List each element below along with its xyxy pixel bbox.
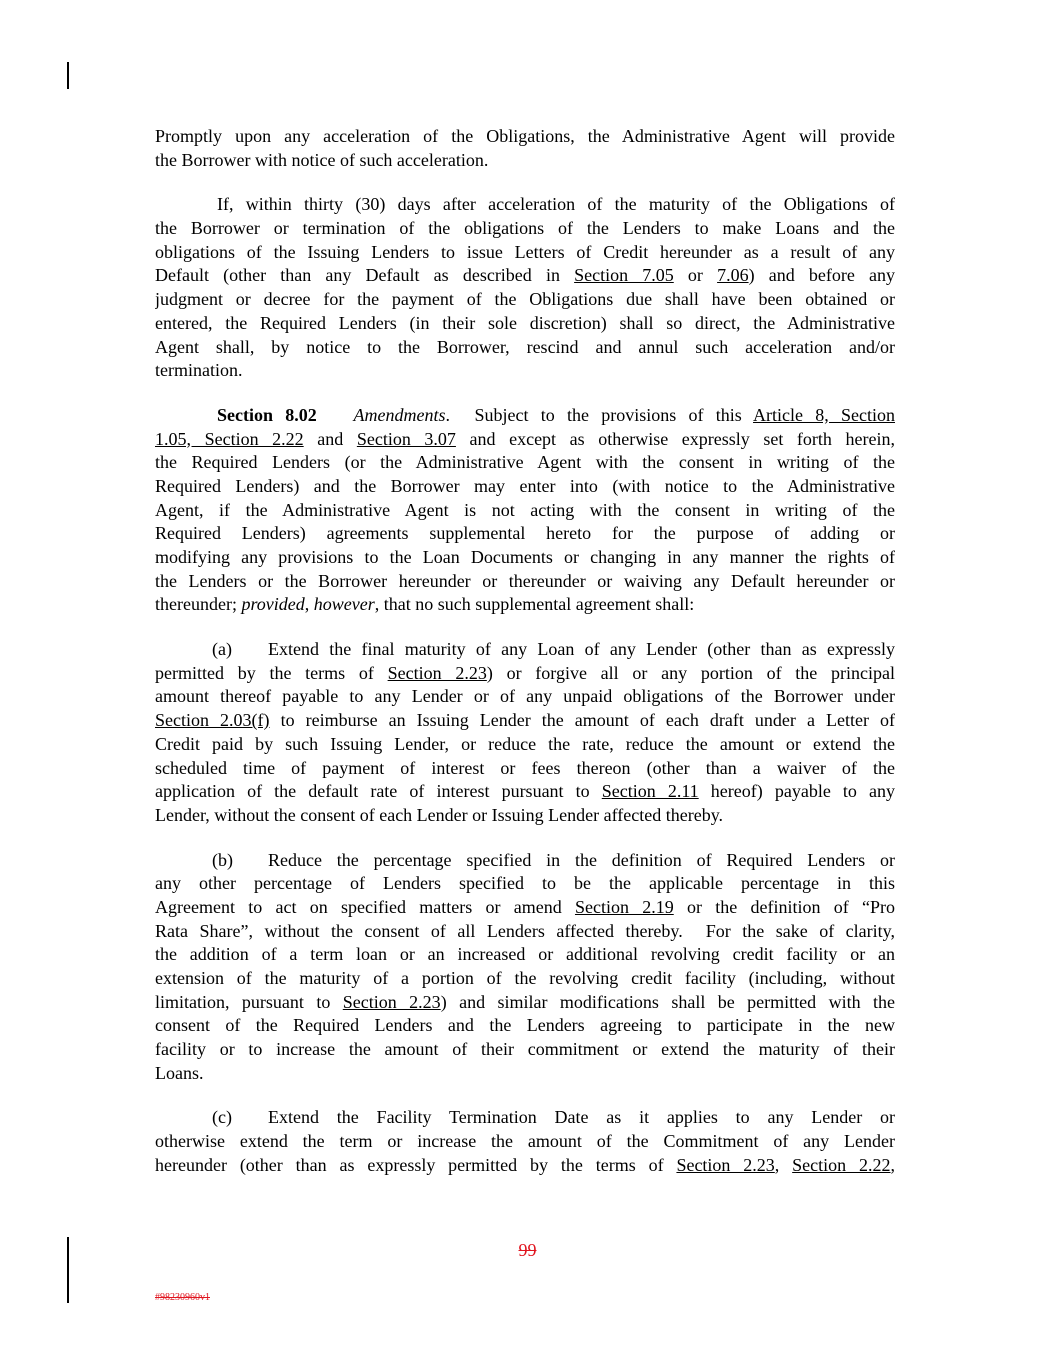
page-number: 99 bbox=[518, 1240, 537, 1260]
document-id: #98230960v1 bbox=[155, 1292, 210, 1303]
text-run: judgment or decree for the payment of the Obligations due shall have been obtained or bbox=[155, 289, 895, 310]
text-line bbox=[155, 451, 895, 475]
text-run: Lender, without the consent of each Lender or Issuing Lender affected thereby. bbox=[155, 804, 724, 825]
text-run: . Subject to the provisions of this bbox=[445, 404, 754, 425]
section-reference: Article 8, Section bbox=[753, 404, 895, 425]
clause-label: (c) bbox=[212, 1107, 232, 1128]
section-reference: Section 2.03(f) bbox=[155, 710, 270, 731]
text-run: entered, the Required Lenders (in their sole discretion) shall so direct, the Administrative bbox=[155, 312, 895, 333]
emphasis-text: however bbox=[313, 594, 375, 615]
section-reference: Section 2.11 bbox=[601, 781, 699, 802]
text-line bbox=[155, 570, 895, 594]
text-run: or the definition of “Pro bbox=[673, 896, 895, 917]
text-run: ) or forgive all or any portion of the principal bbox=[486, 662, 895, 683]
paragraph bbox=[155, 404, 895, 617]
text-run: Extend the final maturity of any Loan of any Lender (other than as expressly bbox=[268, 639, 895, 660]
emphasis-text: provided bbox=[241, 594, 305, 615]
text-run bbox=[317, 405, 354, 425]
text-run: ) and similar modifications shall be permitted with the bbox=[440, 991, 895, 1012]
text-run: hereunder (other than as expressly permitted by the terms of bbox=[155, 1154, 677, 1175]
clause-label: (b) bbox=[212, 849, 233, 870]
text-line bbox=[155, 359, 895, 383]
text-run: obligations of the Issuing Lenders to issue Letters of Credit hereunder as a result of any bbox=[155, 241, 895, 262]
paragraph bbox=[155, 1106, 895, 1177]
emphasis-text: Amendments bbox=[353, 404, 446, 425]
text-line bbox=[155, 780, 895, 804]
text-line bbox=[155, 1154, 895, 1178]
paragraph bbox=[155, 638, 895, 828]
text-line bbox=[155, 638, 895, 662]
text-line bbox=[155, 404, 895, 428]
text-run: , bbox=[304, 594, 314, 615]
text-line bbox=[155, 336, 895, 360]
text-run: termination. bbox=[155, 360, 243, 381]
text-line bbox=[155, 896, 895, 920]
text-run: , bbox=[890, 1154, 895, 1175]
section-reference: Section 7.05 bbox=[574, 265, 674, 286]
text-run: Agent, if the Administrative Agent is not acting with the consent in writing of the bbox=[155, 499, 895, 520]
text-line bbox=[155, 804, 895, 828]
section-reference: Section 2.22 bbox=[792, 1154, 891, 1175]
section-reference: Section 2.23 bbox=[387, 662, 487, 683]
text-run: hereof) payable to any bbox=[698, 781, 895, 802]
section-reference: 7.06 bbox=[717, 265, 749, 286]
text-line bbox=[155, 288, 895, 312]
text-line bbox=[155, 991, 895, 1015]
text-line bbox=[155, 1062, 895, 1086]
change-bar-top bbox=[67, 62, 69, 89]
text-run: scheduled time of payment of interest or fees thereon (other than a waiver of the bbox=[155, 757, 895, 778]
text-line bbox=[155, 943, 895, 967]
text-line bbox=[155, 709, 895, 733]
text-run: Promptly upon any acceleration of the Obligations, the Administrative Agent will provide bbox=[155, 126, 895, 146]
text-line bbox=[155, 757, 895, 781]
text-line bbox=[155, 662, 895, 686]
text-run: any other percentage of Lenders specified to be the applicable percentage in this bbox=[155, 873, 895, 894]
paragraph bbox=[155, 125, 895, 172]
text-run: Reduce the percentage specified in the definition of Required Lenders or bbox=[268, 849, 895, 870]
text-line bbox=[155, 849, 895, 873]
text-line bbox=[155, 241, 895, 265]
text-run: consent of the Required Lenders and the Lenders agreeing to participate in the new bbox=[155, 1015, 895, 1036]
text-line bbox=[155, 312, 895, 336]
text-run: and bbox=[303, 428, 357, 449]
text-run: facility or to increase the amount of their commitment or extend the maturity of their bbox=[155, 1039, 895, 1060]
text-run: Agent shall, by notice to the Borrower, rescind and annul such acceleration and/or bbox=[155, 336, 895, 357]
section-reference: Section 2.19 bbox=[574, 896, 674, 917]
text-run: Credit paid by such Issuing Lender, or reduce the rate, reduce the amount or extend the bbox=[155, 733, 895, 754]
section-reference: Section 3.07 bbox=[356, 428, 456, 449]
text-run: limitation, pursuant to bbox=[155, 991, 343, 1012]
text-run: permitted by the terms of bbox=[155, 662, 388, 683]
document-body bbox=[155, 125, 895, 1199]
text-run: Required Lenders) agreements supplemental hereto for the purpose of adding or bbox=[155, 523, 895, 544]
text-run: Rata Share”, without the consent of all Lenders affected thereby. For the sake of clarity, bbox=[155, 920, 895, 941]
text-line bbox=[155, 593, 895, 617]
text-line bbox=[155, 125, 895, 149]
text-run: thereunder; bbox=[155, 594, 242, 615]
text-run: the Borrower or termination of the obligations of the Lenders to make Loans and the bbox=[155, 218, 895, 239]
text-line bbox=[155, 499, 895, 523]
text-run: the addition of a term loan or an increased or additional revolving credit facility or an bbox=[155, 944, 895, 965]
text-line bbox=[155, 546, 895, 570]
text-line bbox=[155, 264, 895, 288]
text-run: ) and before any bbox=[748, 265, 895, 286]
text-line bbox=[155, 920, 895, 944]
text-line bbox=[155, 217, 895, 241]
text-line bbox=[155, 149, 895, 173]
text-line bbox=[155, 1106, 895, 1130]
text-run: the Lenders or the Borrower hereunder or thereunder or waiving any Default hereunder or bbox=[155, 570, 895, 591]
text-line bbox=[155, 733, 895, 757]
text-line bbox=[155, 1014, 895, 1038]
text-line bbox=[155, 193, 895, 217]
text-run: Agreement to act on specified matters or amend bbox=[155, 896, 575, 917]
text-line bbox=[155, 475, 895, 499]
text-run: the Borrower with notice of such acceleration. bbox=[155, 149, 489, 170]
section-reference: Section 2.23 bbox=[676, 1154, 775, 1175]
text-run: application of the default rate of interest pursuant to bbox=[155, 781, 602, 802]
text-run: Extend the Facility Termination Date as it applies to any Lender or bbox=[268, 1107, 895, 1128]
text-run: the Required Lenders (or the Administrative Agent with the consent in writing of the bbox=[155, 452, 895, 473]
paragraph bbox=[155, 193, 895, 383]
text-run: modifying any provisions to the Loan Documents or changing in any manner the rights of bbox=[155, 547, 895, 567]
text-run: or bbox=[673, 265, 718, 286]
section-heading: Section 8.02 bbox=[217, 404, 317, 425]
text-line bbox=[155, 522, 895, 546]
text-run: Default (other than any Default as described in bbox=[155, 265, 575, 286]
section-reference: 1.05, Section 2.22 bbox=[155, 428, 304, 449]
clause-label: (a) bbox=[212, 639, 232, 660]
text-run: Loans. bbox=[155, 1062, 204, 1083]
text-line bbox=[155, 1038, 895, 1062]
text-line bbox=[155, 428, 895, 452]
text-run: Required Lenders) and the Borrower may enter into (with notice to the Administrative bbox=[155, 475, 895, 496]
text-line bbox=[155, 872, 895, 896]
text-run: to reimburse an Issuing Lender the amount of each draft under a Letter of bbox=[269, 710, 895, 731]
text-run: and except as otherwise expressly set forth herein, bbox=[455, 428, 895, 449]
text-line bbox=[155, 1130, 895, 1154]
section-reference: Section 2.23 bbox=[342, 991, 441, 1012]
text-run: otherwise extend the term or increase the amount of the Commitment of any Lender bbox=[155, 1131, 895, 1152]
text-line bbox=[155, 967, 895, 991]
text-run: If, within thirty (30) days after acceleration of the maturity of the Obligations of bbox=[217, 194, 895, 215]
text-run: amount thereof payable to any Lender or of any unpaid obligations of the Borrower under bbox=[155, 686, 895, 707]
paragraph bbox=[155, 849, 895, 1086]
text-run: , bbox=[774, 1154, 793, 1175]
text-line bbox=[155, 685, 895, 709]
text-run: , that no such supplemental agreement shall: bbox=[374, 594, 695, 615]
text-run: extension of the maturity of a portion of the revolving credit facility (including, without bbox=[155, 968, 895, 988]
